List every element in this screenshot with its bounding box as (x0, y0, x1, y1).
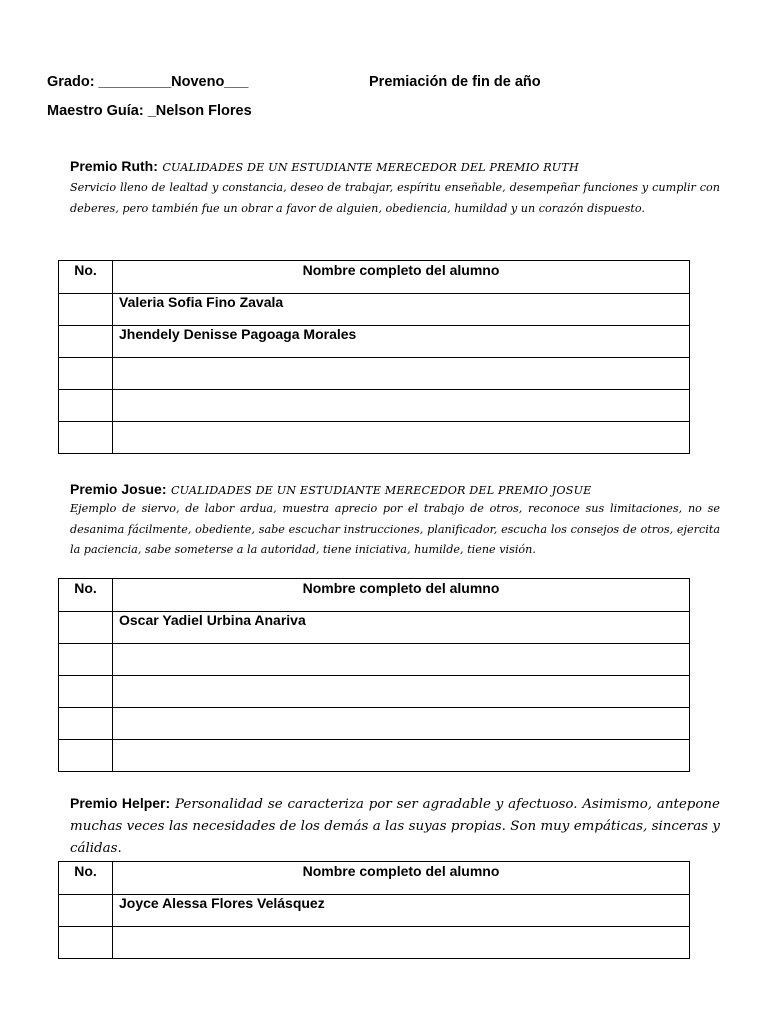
table-row (59, 895, 690, 927)
helper-paragraph (70, 792, 720, 860)
josue-title: Premio Josue: (70, 481, 167, 497)
cell-student-name (113, 390, 690, 422)
cell-student-name: Jhendely Denisse Pagoaga Morales (113, 326, 690, 358)
table-row (59, 422, 690, 454)
cell-no (59, 294, 113, 326)
table-row (59, 740, 690, 772)
helper-description: Personalidad se caracteriza por ser agradable y afectuoso. Asimismo, antepone muchas veces las necesidades de los demás a las suyas propias. Son muy empáticas, sinceras y cálidas. (70, 797, 720, 856)
table-row (59, 358, 690, 390)
cell-student-name (113, 358, 690, 390)
ruth-title: Premio Ruth: (70, 158, 158, 174)
josue-table (58, 578, 690, 772)
table-row (59, 927, 690, 959)
josue-heading (70, 481, 720, 499)
col-header-name: Nombre completo del alumno (113, 261, 690, 294)
table-header-row (59, 261, 690, 294)
cell-no (59, 644, 113, 676)
ruth-description: Servicio lleno de lealtad y constancia, deseo de trabajar, espíritu enseñable, desempeñar funciones y cumplir con deberes, pero también fue un obrar a favor de alguien, obediencia, humildad y un corazón dispuesto. (70, 181, 720, 215)
cell-student-name: Oscar Yadiel Urbina Anariva (113, 612, 690, 644)
table-header-row (59, 579, 690, 612)
col-header-name: Nombre completo del alumno (113, 579, 690, 612)
cell-no (59, 895, 113, 927)
cell-student-name: Valeria Sofia Fino Zavala (113, 294, 690, 326)
josue-subtitle: CUALIDADES DE UN ESTUDIANTE MERECEDOR DEL PREMIO JOSUE (170, 484, 592, 497)
ruth-subtitle: CUALIDADES DE UN ESTUDIANTE MERECEDOR DEL PREMIO RUTH (162, 161, 579, 174)
table-row (59, 612, 690, 644)
teacher-label: Maestro Guía: _Nelson Flores (47, 103, 252, 119)
cell-no (59, 676, 113, 708)
grade-label: Grado: _________Noveno___ (47, 74, 249, 90)
table-row (59, 708, 690, 740)
col-header-no: No. (59, 261, 113, 294)
josue-description: Ejemplo de siervo, de labor ardua, muestra aprecio por el trabajo de otros, reconoce sus limitaciones, no se desanima fácilmente, obediente, sabe escuchar instrucciones, planificador, escucha los consejos de otros, ejercita la paciencia, sabe someterse a la autoridad, tiene iniciativa, humilde, tiene visión. (70, 502, 720, 556)
cell-student-name (113, 422, 690, 454)
cell-no (59, 358, 113, 390)
cell-student-name (113, 708, 690, 740)
table-row (59, 390, 690, 422)
col-header-name: Nombre completo del alumno (113, 862, 690, 895)
table-row (59, 294, 690, 326)
cell-student-name (113, 927, 690, 959)
table-row (59, 676, 690, 708)
col-header-no: No. (59, 579, 113, 612)
cell-no (59, 390, 113, 422)
helper-table (58, 861, 690, 959)
event-title: Premiación de fin de año (369, 74, 541, 90)
cell-no (59, 612, 113, 644)
cell-no (59, 927, 113, 959)
col-header-no: No. (59, 862, 113, 895)
table-header-row (59, 862, 690, 895)
cell-student-name (113, 740, 690, 772)
cell-no (59, 708, 113, 740)
ruth-table (58, 260, 690, 454)
cell-no (59, 740, 113, 772)
cell-student-name (113, 644, 690, 676)
cell-student-name: Joyce Alessa Flores Velásquez (113, 895, 690, 927)
cell-student-name (113, 676, 690, 708)
table-row (59, 326, 690, 358)
cell-no (59, 326, 113, 358)
helper-title: Premio Helper: (70, 795, 171, 811)
cell-no (59, 422, 113, 454)
ruth-heading (70, 158, 720, 176)
table-row (59, 644, 690, 676)
